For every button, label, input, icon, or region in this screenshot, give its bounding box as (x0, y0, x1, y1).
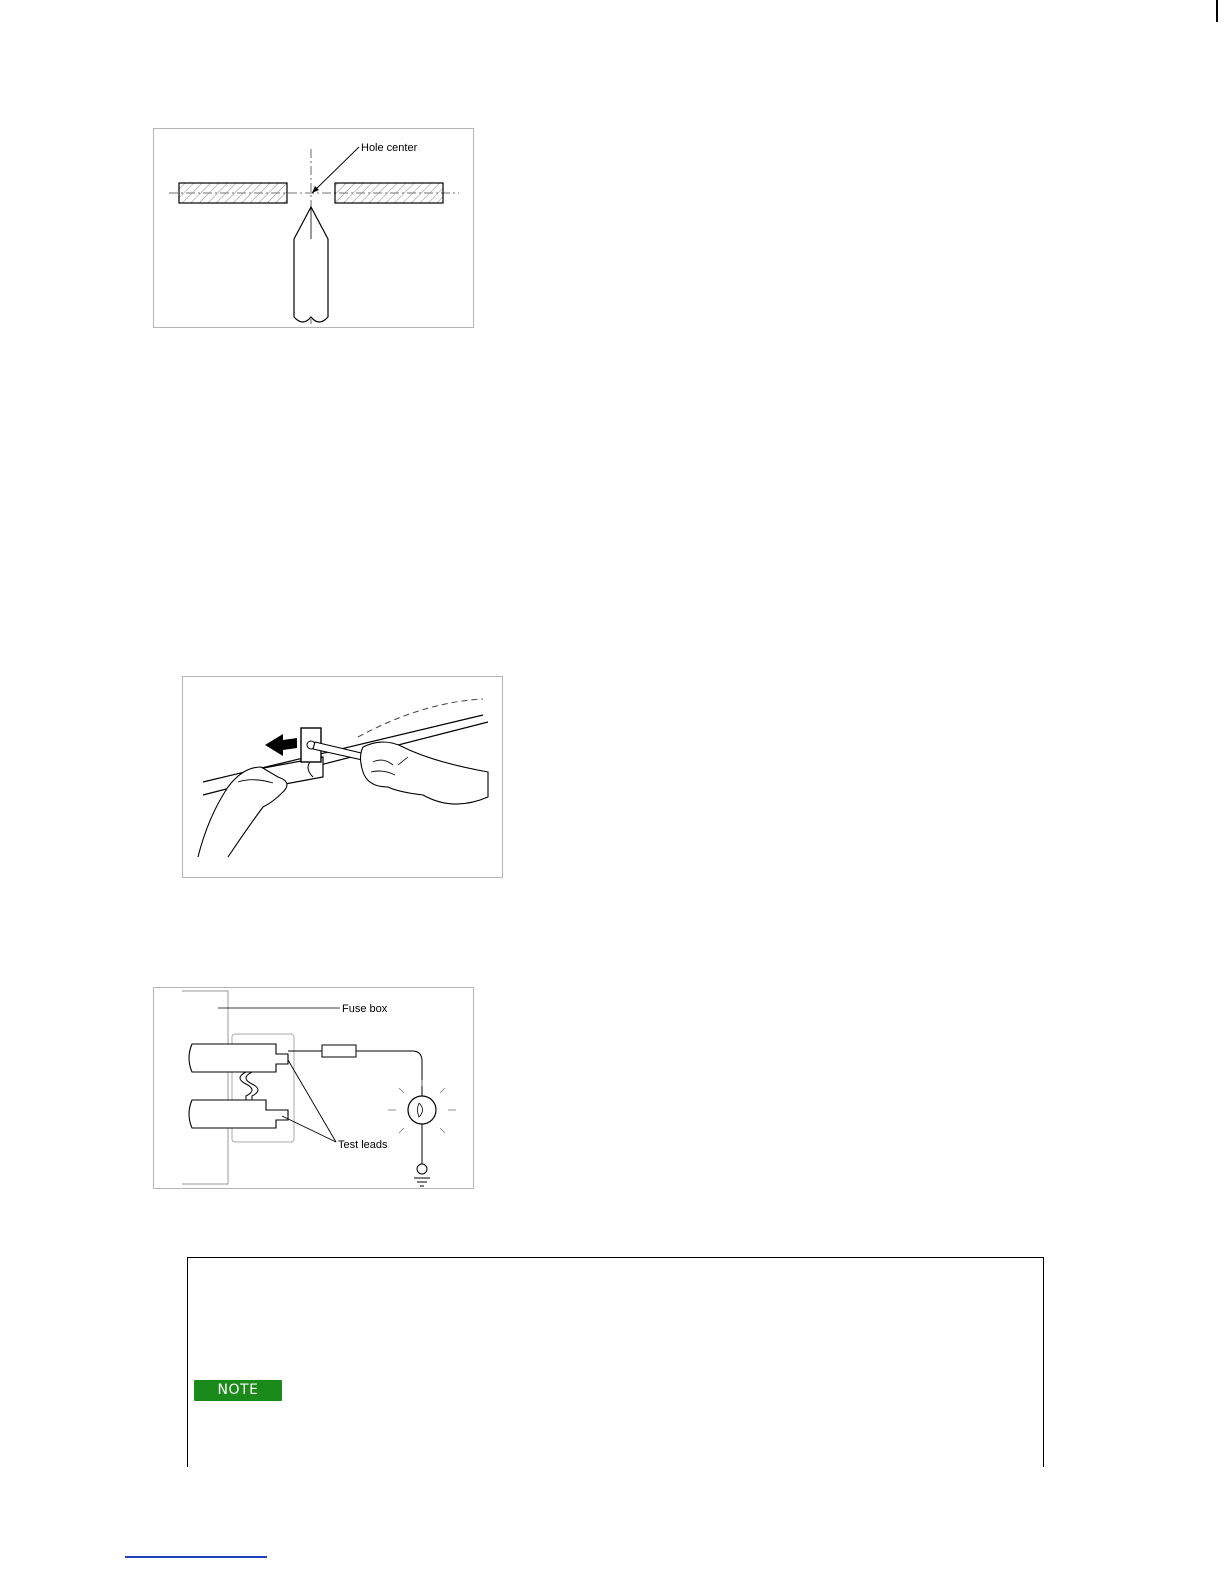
test-leads-label: Test leads (338, 1139, 388, 1151)
fuse-box-test-drawing (154, 988, 474, 1189)
fuse-box-label: Fuse box (342, 1003, 388, 1015)
left-plate (179, 183, 287, 203)
fuse-upper (189, 1044, 288, 1072)
footer-link-underline[interactable] (125, 1556, 267, 1558)
fuse-box-test-illustration (153, 987, 474, 1189)
note-badge: NOTE (194, 1380, 282, 1401)
right-plate (335, 183, 443, 203)
test-lamp-icon (408, 1096, 436, 1124)
note-box (187, 1257, 1044, 1467)
hole-center-drawing (154, 129, 474, 328)
hole-center-illustration (153, 128, 474, 328)
test-probe (322, 1045, 356, 1057)
fuse-lower (189, 1100, 288, 1128)
ground-icon (417, 1164, 427, 1174)
direction-arrow-icon (265, 734, 297, 756)
right-hand (361, 742, 489, 804)
hands-tool-illustration (182, 676, 503, 878)
page-edge-rule (1216, 0, 1218, 22)
hands-tool-drawing (183, 677, 503, 878)
hole-center-label: Hole center (361, 142, 418, 154)
